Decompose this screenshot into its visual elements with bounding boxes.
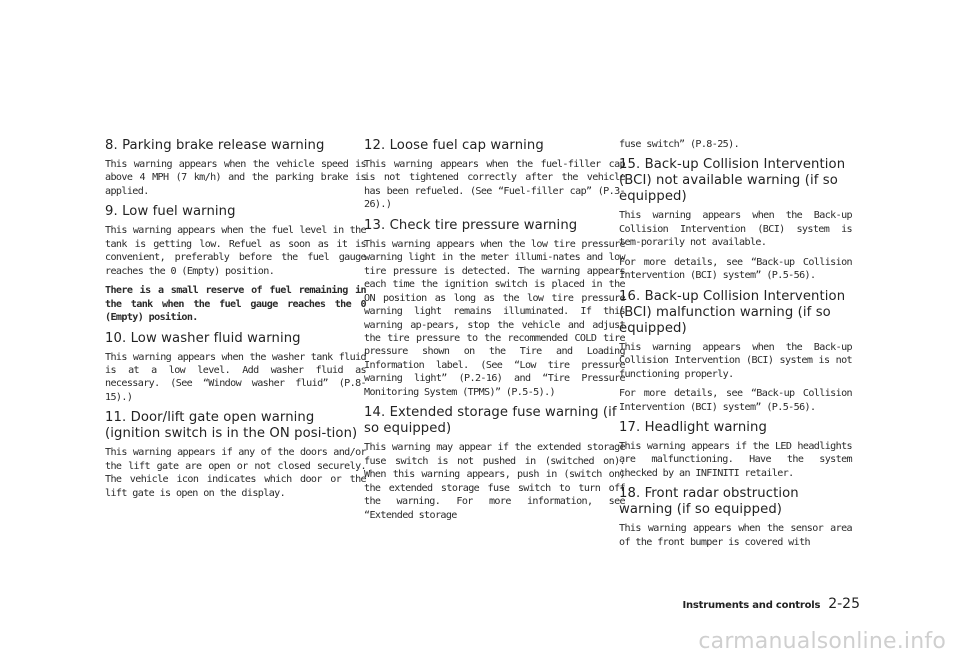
section-heading: 17. Headlight warning bbox=[619, 419, 767, 435]
section-text: This warning appears when the vehicle speed is above 4 MPH (7 km/h) and the parking brake is applied. bbox=[105, 159, 366, 197]
section-heading: 9. Low fuel warning bbox=[105, 204, 236, 220]
section-heading: 16. Back-up Collision Intervention (BCI) malfunction warning (if so equipped) bbox=[619, 288, 846, 336]
section-heading: 12. Loose fuel cap warning bbox=[364, 138, 544, 153]
section-text: This warning appears when the fuel-filler cap is not tightened correctly after the vehicle has been refueled. (See “Fuel-filler cap” (P.3-26).) bbox=[364, 159, 625, 211]
section-16 bbox=[619, 289, 852, 414]
section-text: For more details, see “Back-up Collision Intervention (BCI) system” (P.5-56). bbox=[619, 256, 852, 282]
continued-text: fuse switch” (P.8-25). bbox=[619, 139, 740, 150]
section-11 bbox=[105, 410, 366, 500]
column-1 bbox=[105, 138, 366, 506]
section-text: This warning appears if the LED headlights are malfunctioning. Have the system checked by an INFINITI retailer. bbox=[619, 440, 852, 479]
page-footer bbox=[680, 593, 860, 612]
section-text: This warning appears if any of the doors and/or the lift gate are open or not closed securely. The vehicle icon indicates which door or the lift gate is open on the display. bbox=[105, 447, 366, 499]
section-text: For more details, see “Back-up Collision Intervention (BCI) system” (P.5-56). bbox=[619, 388, 852, 413]
section-text: This warning appears when the low tire pressure warning light in the meter illumi-nates and low tire pressure is detected. The warning appears each time the ignition switch is placed in the ON position as long as the low tire pressure warning light remains illuminated. If this warning ap-pears, stop the vehicle and adjust the tire pressure to the recommended COLD tire pressure shown on the Tire and Loading Information label. (See “Low tire pressure warning light” (P.2-16) and “Tire Pressure Monitoring System (TPMS)” (P.5-5).) bbox=[364, 238, 625, 398]
section-text: This warning appears when the Back-up Collision Intervention (BCI) system is tem-porarily not available. bbox=[619, 210, 852, 249]
section-heading: 10. Low washer fluid warning bbox=[105, 330, 301, 346]
section-note: There is a small reserve of fuel remaining in the tank when the fuel gauge reaches the 0 (Empty) position. bbox=[105, 285, 366, 324]
section-heading: 13. Check tire pressure warning bbox=[364, 217, 578, 233]
section-10 bbox=[105, 331, 366, 405]
section-heading: 11. Door/lift gate open warning (ignition switch is in the ON posi-tion) bbox=[105, 410, 358, 442]
section-text: This warning appears when the sensor area of the front bumper is covered with bbox=[619, 523, 852, 548]
section-heading: 14. Extended storage fuse warning (if so equipped) bbox=[364, 405, 617, 437]
section-12 bbox=[364, 138, 625, 212]
section-14 bbox=[364, 405, 625, 522]
section-text: This warning appears when the washer tank fluid is at a low level. Add washer fluid as necessary. (See “Window washer fluid” (P.8-15).) bbox=[105, 351, 366, 403]
section-15 bbox=[619, 157, 852, 282]
section-13 bbox=[364, 218, 625, 399]
section-text: This warning appears when the Back-up Collision Intervention (BCI) system is not functioning properly. bbox=[619, 341, 852, 380]
page-number: 2-25 bbox=[828, 596, 860, 612]
section-9 bbox=[105, 204, 366, 324]
watermark: carmanualsonline.info bbox=[698, 629, 946, 654]
section-heading: 15. Back-up Collision Intervention (BCI) not available warning (if so equipped) bbox=[619, 157, 846, 205]
section-8 bbox=[105, 138, 366, 198]
section-18 bbox=[619, 486, 852, 549]
section-text: This warning appears when the fuel level in the tank is getting low. Refuel as soon as it is convenient, preferably before the fuel gauge reaches the 0 (Empty) position. bbox=[105, 225, 366, 277]
section-17 bbox=[619, 420, 852, 480]
section-heading: 18. Front radar obstruction warning (if so equipped) bbox=[619, 486, 799, 518]
section-text: This warning may appear if the extended storage fuse switch is not pushed in (switched on). When this warning appears, push in (switch on) the extended storage fuse switch to turn off the warning. For more information, see “Extended storage bbox=[364, 442, 625, 521]
column-2 bbox=[364, 138, 625, 528]
section-heading: 8. Parking brake release warning bbox=[105, 138, 325, 153]
footer-section-title: Instruments and controls bbox=[682, 600, 821, 611]
column-3 bbox=[619, 138, 852, 555]
